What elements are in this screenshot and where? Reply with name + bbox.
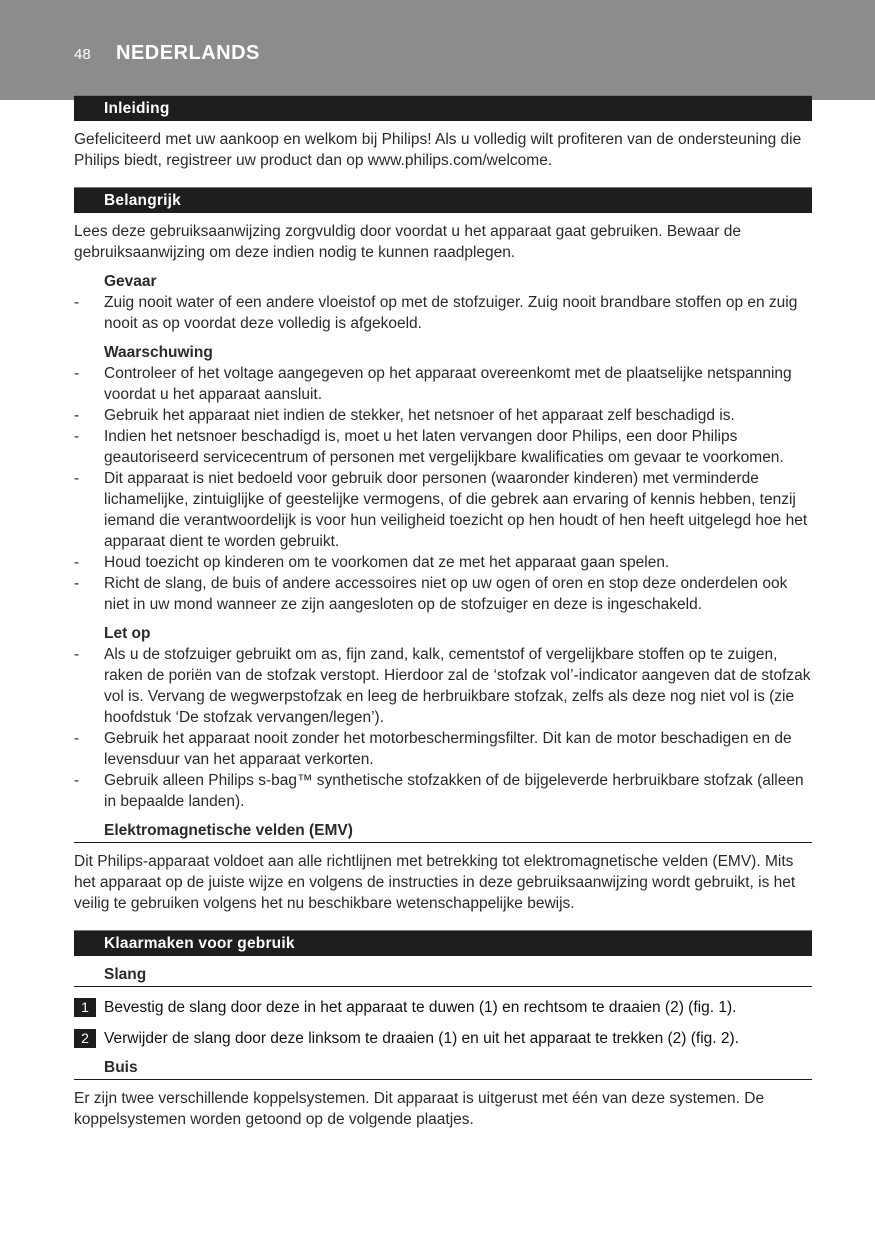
hose-heading: Slang bbox=[74, 964, 812, 987]
list-item: - Gebruik het apparaat niet indien de stekker, het netsnoer of het apparaat zelf beschadigd is. bbox=[74, 405, 812, 426]
list-item: - Als u de stofzuiger gebruikt om as, fijn zand, kalk, cementstof of vergelijkbare stoffen op te zuigen, raken de poriën van de stofzak verstopt. Hierdoor zal de ‘stofzak vol’-indicator aangeven dat de stofzak vol is. Vervang de wegwerpstofzak en leeg de herbruikbare stofzak, zelfs als deze nog niet vol is (zie hoofdstuk ‘De stofzak vervangen/legen’). bbox=[74, 644, 812, 728]
list-item: - Indien het netsnoer beschadigd is, moet u het laten vervangen door Philips, een door Philips geautoriseerd servicecentrum of personen met vergelijkbare kwalificaties om gevaar te voorkomen. bbox=[74, 426, 812, 468]
list-item: - Richt de slang, de buis of andere accessoires niet op uw ogen of oren en stop deze onderdelen ook niet in uw mond wanneer ze zijn aangesloten op de stofzuiger en deze is ingeschakeld. bbox=[74, 573, 812, 615]
intro-paragraph: Gefeliciteerd met uw aankoop en welkom bij Philips! Als u volledig wilt profiteren van de ondersteuning die Philips biedt, registreer uw product dan op www.philips.com/welcome. bbox=[74, 131, 802, 169]
section-heading-klaarmaken: Klaarmaken voor gebruik bbox=[74, 930, 812, 956]
emf-heading: Elektromagnetische velden (EMV) bbox=[74, 820, 812, 843]
tube-heading: Buis bbox=[74, 1057, 812, 1080]
step-1 bbox=[74, 997, 812, 1018]
caution-heading: Let op bbox=[104, 625, 151, 642]
tube-paragraph: Er zijn twee verschillende koppelsystemen. Dit apparaat is uitgerust met één van deze systemen. De koppelsystemen worden getoond op de volgende plaatjes. bbox=[74, 1090, 765, 1128]
page-number: 48 bbox=[74, 46, 91, 63]
important-paragraph: Lees deze gebruiksaanwijzing zorgvuldig door voordat u het apparaat gaat gebruiken. Bewaar de gebruiksaanwijzing om deze indien nodig te kunnen raadplegen. bbox=[74, 223, 741, 261]
warning-list bbox=[74, 363, 812, 615]
list-item: - Gebruik alleen Philips s-bag™ synthetische stofzakken of de bijgeleverde herbruikbare stofzak (alleen in bepaalde landen). bbox=[74, 770, 812, 812]
step-text: Verwijder de slang door deze linksom te draaien (1) en uit het apparaat te trekken (2) (fig. 2). bbox=[104, 1030, 739, 1047]
warning-heading: Waarschuwing bbox=[104, 344, 213, 361]
section-heading-inleiding: Inleiding bbox=[74, 95, 812, 121]
page-header bbox=[0, 0, 875, 100]
language-title: NEDERLANDS bbox=[116, 42, 260, 64]
step-text: Bevestig de slang door deze in het apparaat te duwen (1) en rechtsom te draaien (2) (fig. 1). bbox=[104, 999, 737, 1016]
step-2 bbox=[74, 1028, 812, 1049]
list-item: - Houd toezicht op kinderen om te voorkomen dat ze met het apparaat gaan spelen. bbox=[74, 552, 812, 573]
document-body bbox=[74, 95, 812, 1130]
list-item: - Dit apparaat is niet bedoeld voor gebruik door personen (waaronder kinderen) met verminderde lichamelijke, zintuiglijke of geestelijke vermogens, of die gebrek aan ervaring of kennis hebben, tenzij iemand die verantwoordelijk is voor hun veiligheid toezicht op hen houdt of hen heeft uitgelegd hoe het apparaat dient te worden gebruikt. bbox=[74, 468, 812, 552]
emf-paragraph: Dit Philips-apparaat voldoet aan alle richtlijnen met betrekking tot elektromagnetische velden (EMV). Mits het apparaat op de juiste wijze en volgens de instructies in deze gebruiksaanwijzing wordt gebruikt, is het veilig te gebruiken volgens het nu beschikbare wetenschappelijke bewijs. bbox=[74, 853, 796, 912]
section-heading-belangrijk: Belangrijk bbox=[74, 187, 812, 213]
step-number-badge: 2 bbox=[74, 1029, 96, 1048]
step-number-badge: 1 bbox=[74, 998, 96, 1017]
caution-list bbox=[74, 644, 812, 812]
list-item: - Controleer of het voltage aangegeven op het apparaat overeenkomt met de plaatselijke netspanning voordat u het apparaat aansluit. bbox=[74, 363, 812, 405]
danger-list bbox=[74, 292, 812, 334]
danger-heading: Gevaar bbox=[104, 273, 157, 290]
list-item: - Gebruik het apparaat nooit zonder het motorbeschermingsfilter. Dit kan de motor beschadigen en de levensduur van het apparaat verkorten. bbox=[74, 728, 812, 770]
list-item: - Zuig nooit water of een andere vloeistof op met de stofzuiger. Zuig nooit brandbare stoffen op en zuig nooit as op voordat deze volledig is afgekoeld. bbox=[74, 292, 812, 334]
